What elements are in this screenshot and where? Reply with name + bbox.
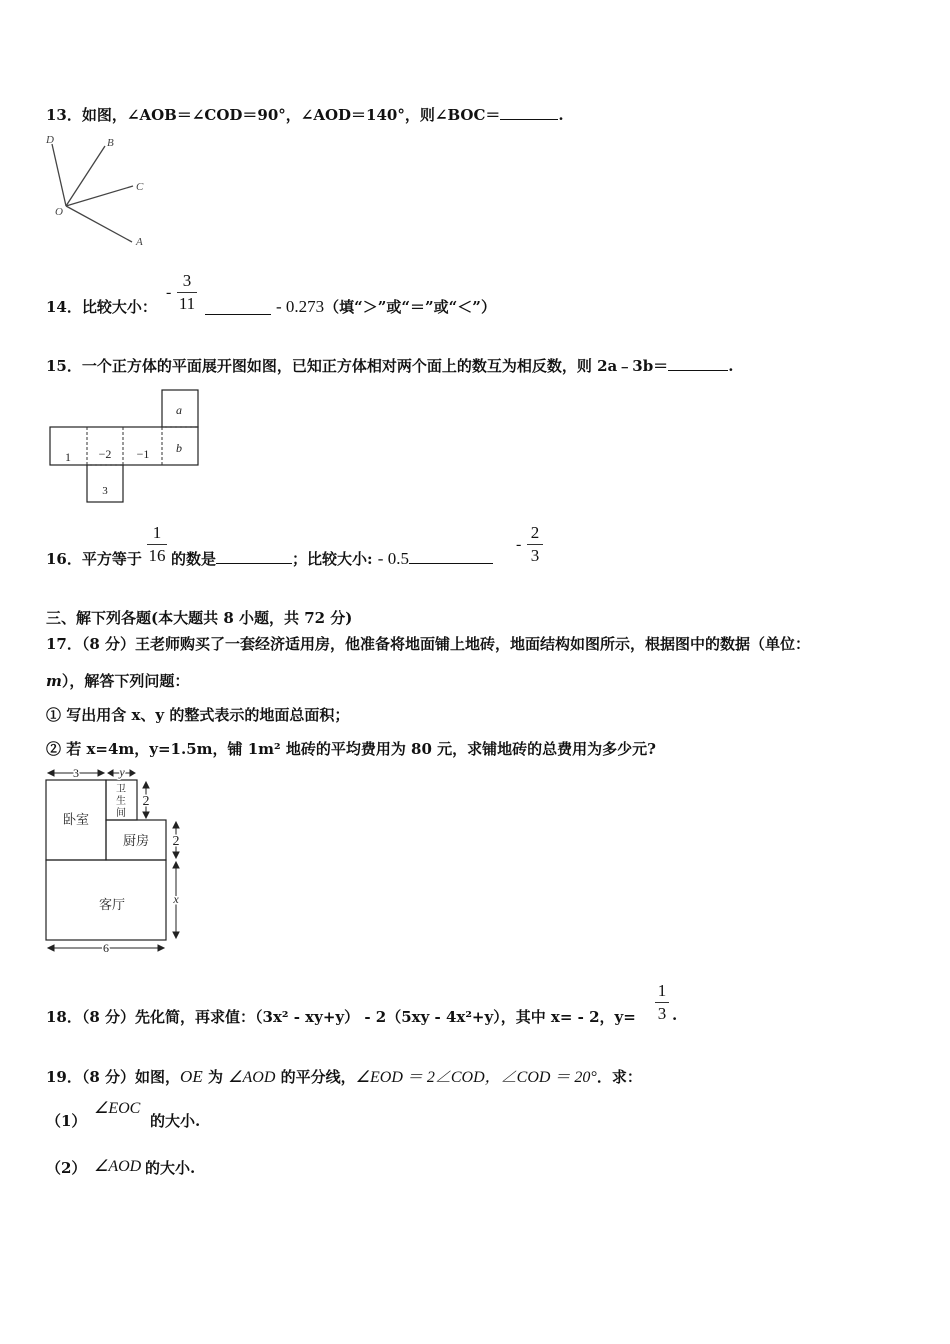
q14-rest xyxy=(276,296,496,317)
room-bath-3: 间 xyxy=(116,808,126,819)
q17-sub2: ② 若 x=4m，y=1.5m，铺 1m² 地砖的平均费用为 80 元，求铺地砖的总费用为多少元? xyxy=(46,740,656,758)
q13-end: . xyxy=(558,106,564,124)
q19-sub1-angle: ∠EOC xyxy=(94,1100,141,1117)
q18-text: 18．（8 分）先化简，再求值：（3x² - xy+y） - 2（5xy - 4x²+y），其中 x= - 2，y= xyxy=(46,1008,636,1026)
q13-stem: 13．如图，∠AOB＝∠COD＝90°，∠AOD＝140°，则∠BOC＝ xyxy=(46,106,501,124)
cell-neg2-label: −2 xyxy=(98,447,112,461)
q16-middle xyxy=(171,548,493,569)
label-d: D xyxy=(46,134,54,146)
room-bedroom: 卧室 xyxy=(62,812,90,827)
room-kitchen: 厨房 xyxy=(122,833,150,848)
q18-denominator: 3 xyxy=(657,1004,667,1023)
label-c: C xyxy=(136,181,144,193)
q16-numerator-1: 1 xyxy=(152,523,162,542)
q19-text xyxy=(46,1064,642,1087)
q16-mid: 的数是 xyxy=(171,550,217,568)
section-3-heading: 三、解下列各题(本大题共 8 小题，共 72 分) xyxy=(46,609,353,627)
label-o: O xyxy=(55,206,63,218)
cell-3-label: 3 xyxy=(102,485,108,497)
q14-numerator: 3 xyxy=(182,271,192,290)
room-bath-2: 生 xyxy=(116,796,126,807)
q16-neg: - xyxy=(516,536,522,553)
q18-numerator: 1 xyxy=(657,981,667,1000)
q17-sub1: ① 写出用含 x、y 的整式表示的地面总面积； xyxy=(46,706,350,724)
dim-side-2b: 2 xyxy=(172,834,180,849)
q15-text xyxy=(46,355,733,376)
cell-neg1-label: −1 xyxy=(136,447,150,461)
q16-sep: ；比较大小: xyxy=(292,550,378,568)
q17-line1: 17．（8 分）王老师购买了一套经济适用房，他准备将地面铺上地砖，地面结构如图所示，根据图中的数据（单位： xyxy=(46,635,811,653)
q13-figure xyxy=(40,128,160,250)
q14-prefix: 14．比较大小： xyxy=(46,298,157,316)
ray-ob xyxy=(66,146,105,206)
q16-fraction-2 xyxy=(526,522,544,567)
dim-top-y: y xyxy=(119,765,125,779)
q16-denominator-2: 3 xyxy=(530,546,540,565)
q16-fraction-1 xyxy=(146,522,168,567)
q19-sub1-text: 的大小. xyxy=(150,1112,201,1130)
dim-side-x: x xyxy=(173,892,179,906)
q19-text2: 为 xyxy=(202,1068,229,1086)
ray-od xyxy=(52,144,66,206)
q16-blank-1[interactable] xyxy=(216,549,292,564)
q17-floor-plan xyxy=(40,762,195,962)
q18-end: . xyxy=(672,1006,678,1024)
q14-suffix: （填“＞”或“＝”或“＜”） xyxy=(324,298,496,316)
q16-numerator-2: 2 xyxy=(530,523,540,542)
room-living: 客厅 xyxy=(98,897,126,912)
q15-cube-net xyxy=(48,388,203,506)
q14-neg: - xyxy=(166,284,172,301)
cell-a-label: a xyxy=(176,403,182,417)
q16-blank-2[interactable] xyxy=(409,549,493,564)
room-bath-1: 卫 xyxy=(116,784,126,795)
q17-line2-text: ），解答下列问题： xyxy=(61,672,190,690)
q15-end: . xyxy=(728,357,734,375)
q14-denominator: 11 xyxy=(178,294,196,313)
q17-unit: m xyxy=(46,672,62,690)
q19-angle-aod: ∠AOD xyxy=(228,1069,276,1086)
q15-stem: 15．一个正方体的平面展开图如图，已知正方体相对两个面上的数互为相反数，则 2a﹣3b＝ xyxy=(46,357,669,375)
dim-top-3: 3 xyxy=(73,766,79,780)
q19-sub2-label: （2） xyxy=(46,1159,87,1177)
q19-sub2-text: 的大小. xyxy=(145,1159,196,1177)
dim-bottom-6: 6 xyxy=(103,941,109,955)
q19-text3: 的平分线， xyxy=(275,1068,356,1086)
label-b: B xyxy=(107,137,114,149)
q19-sub2-angle: ∠AOD xyxy=(94,1158,142,1175)
q13-text xyxy=(46,104,564,125)
dim-side-2a: 2 xyxy=(142,794,150,809)
q17-line2 xyxy=(46,670,189,691)
q16-prefix: 16．平方等于 xyxy=(46,550,142,568)
q14-fraction xyxy=(176,270,198,315)
ray-oc xyxy=(66,186,133,206)
q19-text4: ．求： xyxy=(596,1068,642,1086)
label-a: A xyxy=(136,236,143,248)
q19-intro: 19．（8 分）如图， xyxy=(46,1068,181,1086)
q13-blank[interactable] xyxy=(500,105,558,120)
q19-sub1-label: （1） xyxy=(46,1112,87,1130)
ray-oa xyxy=(66,206,132,242)
q19-oe: OE xyxy=(180,1067,203,1086)
q16-denominator-1: 16 xyxy=(148,546,166,565)
q19-equation: ∠EOD ＝ 2∠COD，∠COD ＝ 20° xyxy=(355,1069,597,1086)
q18-fraction xyxy=(654,980,670,1025)
cell-b-label: b xyxy=(176,441,182,455)
q14-value: - 0.273 xyxy=(276,297,325,316)
q16-val: - 0.5 xyxy=(377,549,409,568)
q14-blank[interactable] xyxy=(205,300,271,315)
q15-blank[interactable] xyxy=(668,356,728,371)
cell-1-label: 1 xyxy=(65,450,71,464)
